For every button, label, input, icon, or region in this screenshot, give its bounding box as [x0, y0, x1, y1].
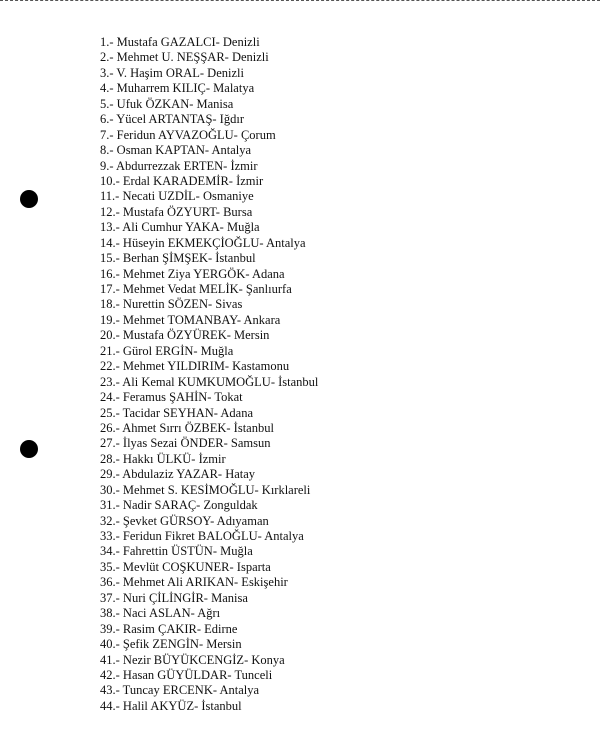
- page-top-border: [0, 0, 600, 1]
- list-item: 25.- Tacidar SEYHAN- Adana: [100, 405, 254, 420]
- list-item: 5.- Ufuk ÖZKAN- Manisa: [100, 96, 234, 111]
- list-item: 20.- Mustafa ÖZYÜREK- Mersin: [100, 328, 270, 343]
- list-item: 16.- Mehmet Ziya YERGÖK- Adana: [100, 266, 285, 281]
- list-item: 33.- Feridun Fikret BALOĞLU- Antalya: [100, 529, 304, 543]
- list-item: 42.- Hasan GÜYÜLDAR- Tunceli: [100, 667, 273, 682]
- list-item: 3.- V. Haşim ORAL- Denizli: [100, 65, 244, 80]
- list-item: 36.- Mehmet Ali ARIKAN- Eskişehir: [100, 575, 288, 590]
- list-item: 34.- Fahrettin ÜSTÜN- Muğla: [100, 544, 253, 559]
- list-item: 27.- İlyas Sezai ÖNDER- Samsun: [100, 436, 271, 451]
- list-item: 1.- Mustafa GAZALCI- Denizli: [100, 35, 260, 49]
- list-item: 4.- Muharrem KILIÇ- Malatya: [100, 81, 255, 96]
- list-item: 43.- Tuncay ERCENK- Antalya: [100, 683, 260, 698]
- list-item: 29.- Abdulaziz YAZAR- Hatay: [100, 467, 256, 482]
- list-item: 24.- Feramus ŞAHİN- Tokat: [100, 390, 243, 405]
- list-item: 39.- Rasim ÇAKIR- Edirne: [100, 621, 238, 636]
- list-item: 40.- Şefik ZENGİN- Mersin: [100, 637, 242, 652]
- list-item: 28.- Hakkı ÜLKÜ- İzmir: [100, 451, 226, 466]
- list-item: 19.- Mehmet TOMANBAY- Ankara: [100, 312, 281, 327]
- list-item: 13.- Ali Cumhur YAKA- Muğla: [100, 220, 260, 235]
- list-item: 2.- Mehmet U. NEŞŞAR- Denizli: [100, 50, 269, 65]
- list-item: 26.- Ahmet Sırrı ÖZBEK- İstanbul: [100, 420, 274, 435]
- list-item: 15.- Berhan ŞİMŞEK- İstanbul: [100, 251, 256, 266]
- list-item: 44.- Halil AKYÜZ- İstanbul: [100, 698, 242, 713]
- list-item: 30.- Mehmet S. KESİMOĞLU- Kırklareli: [100, 482, 311, 497]
- list-item: 38.- Naci ASLAN- Ağrı: [100, 606, 221, 621]
- list-item: 21.- Gürol ERGİN- Muğla: [100, 343, 234, 358]
- punch-hole-bottom: [20, 440, 38, 458]
- list-item: 23.- Ali Kemal KUMKUMOĞLU- İstanbul: [100, 374, 319, 389]
- list-item: 8.- Osman KAPTAN- Antalya: [100, 143, 252, 158]
- list-item: 41.- Nezir BÜYÜKCENGİZ- Konya: [100, 652, 285, 667]
- list-item: 12.- Mustafa ÖZYURT- Bursa: [100, 204, 253, 219]
- list-item: 17.- Mehmet Vedat MELİK- Şanlıurfa: [100, 282, 292, 296]
- list-item: 14.- Hüseyin EKMEKÇİOĞLU- Antalya: [100, 235, 306, 250]
- list-item: 37.- Nuri ÇİLİNGİR- Manisa: [100, 590, 248, 605]
- list-item: 22.- Mehmet YILDIRIM- Kastamonu: [100, 359, 290, 374]
- punch-hole-top: [20, 190, 38, 208]
- list-item: 32.- Şevket GÜRSOY- Adıyaman: [100, 513, 269, 528]
- list-item: 11.- Necati UZDİL- Osmaniye: [100, 189, 254, 204]
- list-item: 7.- Feridun AYVAZOĞLU- Çorum: [100, 127, 276, 142]
- list-item: 9.- Abdurrezzak ERTEN- İzmir: [100, 158, 258, 173]
- list-item: 18.- Nurettin SÖZEN- Sivas: [100, 297, 243, 312]
- list-item: 35.- Mevlüt COŞKUNER- Isparta: [100, 559, 271, 574]
- list-item: 31.- Nadir SARAÇ- Zonguldak: [100, 498, 258, 513]
- list-item: 10.- Erdal KARADEMİR- İzmir: [100, 173, 264, 188]
- list-item: 6.- Yücel ARTANTAŞ- Iğdır: [100, 112, 244, 127]
- member-list: [100, 35, 318, 714]
